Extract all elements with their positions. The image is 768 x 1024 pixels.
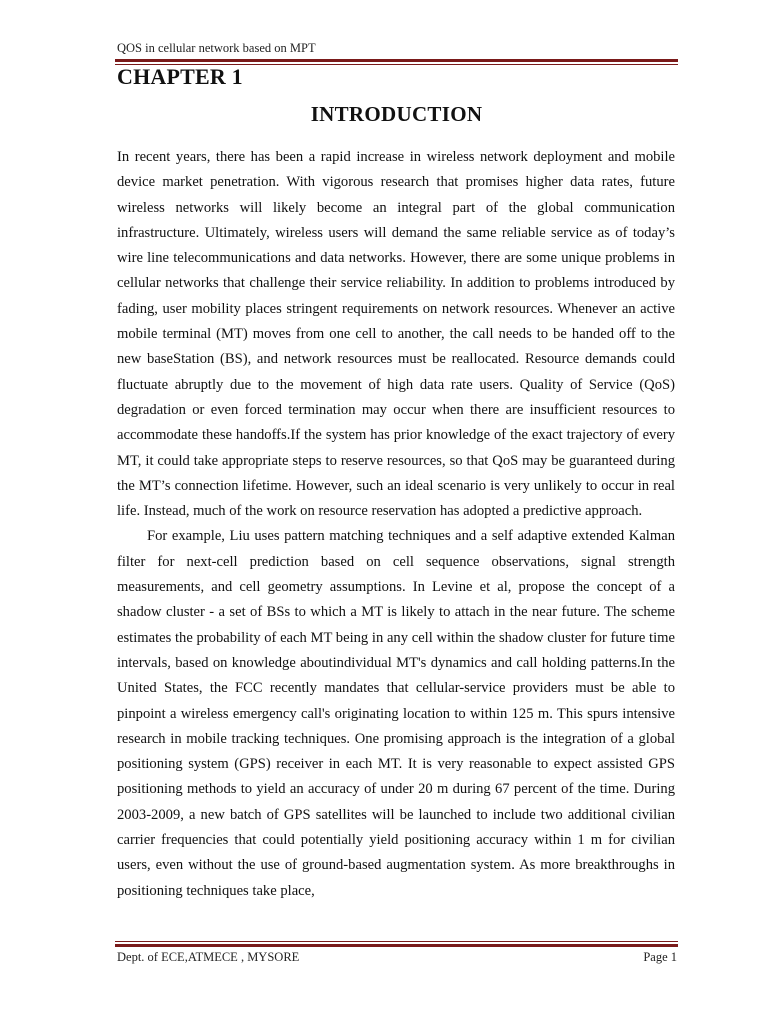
paragraph-2: For example, Liu uses pattern matching techniques and a self adaptive extended Kalman filter for next-cell prediction based on cell sequence observations, signal strength measurements, and cell geometry assumptions. In Levine et al, propose the concept of a shadow cluster - a set of BSs to which a MT is likely to attach in the near future. The scheme estimates the probability of each MT being in any cell within the shadow cluster for future time intervals, based on knowledge aboutindividual MT's dynamics and call holding patterns.In the United States, the FCC recently mandates that cellular-service providers must be able to pinpoint a wireless emergency call's originating location to within 125 m. This spurs intensive research in mobile tracking techniques. One promising approach is the integration of a global positioning system (GPS) receiver in each MT. It is very reasonable to expect assisted GPS positioning methods to yield an accuracy of under 20 m during 67 percent of the time. During 2003-2009, a new batch of GPS satellites will be launched to include two additional civilian carrier frequencies that could potentially yield positioning accuracy within 1 m for civilian users, even without the use of ground-based augmentation system. As more breakthroughs in positioning techniques take place,: [117, 528, 675, 899]
running-header: QOS in cellular network based on MPT: [117, 41, 316, 55]
header-rule-thick: [115, 59, 678, 62]
footer-rule-thin: [115, 941, 678, 942]
paragraph-1: In recent years, there has been a rapid increase in wireless network deployment and mobile device market penetration. With vigorous research that promises higher data rates, future wireless networks will likely become an integral part of the global communication infrastructure. Ultimately, wireless users will demand the same reliable service as of today’s wire line telecommunications and data networks. However, there are some unique problems in cellular networks that challenge their service reliability. In addition to problems introduced by fading, user mobility places stringent requirements on network resources. Whenever an active mobile terminal (MT) moves from one cell to another, the call needs to be handed off to the new baseStation (BS), and network resources must be reallocated. Resource demands could fluctuate abruptly due to the movement of high data rate users. Quality of Service (QoS) degradation or even forced termination may occur when there are insufficient resources to accommodate these handoffs.If the system has prior knowledge of the exact trajectory of every MT, it could take appropriate steps to reserve resources, so that QoS may be guaranteed during the MT’s connection lifetime. However, such an ideal scenario is very unlikely to occur in real life. Instead, much of the work on resource reservation has adopted a predictive approach.: [117, 149, 675, 520]
footer-department: Dept. of ECE,ATMECE , MYSORE: [117, 950, 300, 964]
chapter-title: INTRODUCTION: [310, 102, 483, 126]
chapter-label: CHAPTER 1: [117, 64, 243, 89]
footer-page-number: Page 1: [643, 950, 677, 964]
body-text: [117, 145, 675, 904]
footer-rule-thick: [115, 944, 678, 947]
